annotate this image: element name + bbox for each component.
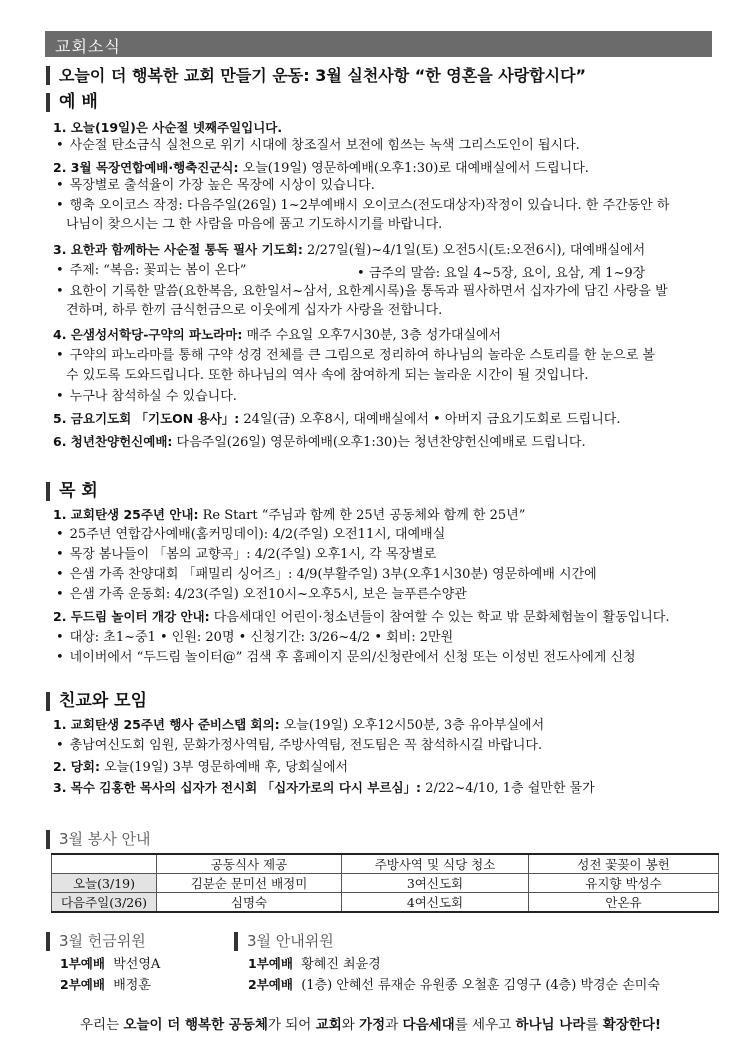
worship-item-3-bullet-2-cont: 견하며, 하루 한끼 금식헌금으로 이웃에게 십자가 사랑을 전합니다.	[66, 303, 443, 318]
offering-row-1: 1부예배 박선영A	[60, 956, 161, 972]
table-header-row	[52, 854, 719, 874]
worship-item-3-bullet-1: • 주제: “복음: 꽃피는 봄이 온다”	[56, 262, 246, 279]
pastoral-item-2-bullet-1: • 대상: 초1~중1 • 인원: 20명 • 신청기간: 3/26~4/2 • 회비: 2만원	[56, 629, 453, 646]
worship-item-2-bullet-1: • 목장별로 출석율이 가장 높은 목장에 시상이 있습니다.	[56, 177, 375, 194]
worship-item-4: 4. 은샘성서학당-구약의 파노라마: 매주 수요일 오후7시30분, 3층 성가대실에서	[53, 327, 502, 343]
pastoral-item-1: 1. 교회탄생 25주년 안내: Re Start “주님과 함께 한 25년 공동체와 함께 한 25년”	[53, 507, 526, 523]
worship-item-4-bullet-1: • 구약의 파노라마를 통해 구약 성경 전체를 큰 그림으로 정리하여 하나님의 놀라운 스토리를 한 눈으로 볼	[56, 347, 655, 364]
worship-item-4-bullet-1-cont: 수 있도록 도와드립니다. 또한 하나님의 역사 속에 참여하게 되는 놀라운 시간이 될 것입니다.	[66, 368, 589, 383]
table-cell-date: 오늘(3/19)	[52, 874, 157, 893]
worship-item-2-bullet-2-cont: 나님이 찾으시는 그 한 사람을 마음에 품고 기도하시기를 바랍니다.	[66, 217, 443, 232]
section-title-fellowship: 친교와 모임	[46, 692, 147, 711]
fellowship-item-1-bullet-1: • 총남여신도회 임원, 문화가정사역팀, 주방사역팀, 전도팀은 꼭 참석하시길 바랍니다.	[56, 737, 542, 754]
page-title: 교회소식	[55, 37, 121, 56]
ushers-row-2: 2부예배 (1층) 안혜선 류재순 유원종 오철훈 김영구 (4층) 박경순 손미숙	[248, 977, 660, 993]
worship-item-3: 3. 요한과 함께하는 사순절 통독 필사 기도회: 2/27일(월)~4/1일(토) 오전5시(토:오전6시), 대예배실에서	[53, 242, 646, 258]
table-header: 성전 꽃꽂이 봉헌	[529, 854, 719, 874]
table-cell: 유지향 박성수	[529, 874, 719, 893]
offering-list	[60, 954, 160, 996]
pastoral-item-2-bullet-2: • 네이버에서 “두드림 놀이터@” 검색 후 홈페이지 문의/신청란에서 신청 또는 이성빈 전도사에게 신청	[56, 649, 636, 666]
worship-item-4-bullet-2: • 누구나 참석하실 수 있습니다.	[56, 388, 237, 405]
header-bar	[45, 31, 712, 57]
worship-item-3-bullet-2: • 요한이 기록한 말씀(요한복음, 요한일서~삼서, 요한계시록)을 통독과 필사하면서 십자가에 담긴 사랑을 발	[56, 283, 668, 300]
fellowship-item-3: 3. 목수 김홍한 목사의 십자가 전시회 「십자가로의 다시 부르심」: 2/22~4/10, 1층 쉴만한 물가	[53, 780, 595, 796]
worship-item-3-bullet-1b: • 금주의 말씀: 요일 4~5장, 요이, 요삼, 계 1~9장	[357, 266, 646, 281]
table-cell: 안온유	[529, 893, 719, 913]
worship-item-6: 6. 청년찬양헌신예배: 다음주일(26일) 영문하예배(오후1:30)는 청년찬양헌신예배로 드립니다.	[53, 434, 586, 450]
slogan: 오늘이 더 행복한 교회 만들기 운동: 3월 실천사항 “한 영혼을 사랑합시다”	[46, 66, 586, 85]
table-cell-date: 다음주일(3/26)	[52, 893, 157, 913]
worship-item-2-bullet-2: • 행축 오이코스 작정: 다음주일(26일) 1~2부예배시 오이코스(전도대상자)작정이 있습니다. 한 주간동안 하	[56, 197, 669, 214]
table-cell: 김분순 문미선 배정미	[157, 874, 342, 893]
worship-item-1-bullet: • 사순절 탄소금식 실천으로 위기 시대에 창조질서 보전에 힘쓰는 녹색 그리스도인이 됩시다.	[56, 137, 580, 154]
ushers-row-1: 1부예배 황혜진 최윤경	[248, 956, 381, 972]
section-title-worship: 예 배	[46, 93, 98, 112]
table-row	[52, 893, 719, 913]
church-motto: 우리는 오늘이 더 행복한 공동체가 되어 교회와 가정과 다음세대를 세우고 하나님 나라를 확장한다!	[80, 1017, 662, 1033]
table-header: 공동식사 제공	[157, 854, 342, 874]
table-cell: 4여신도회	[342, 893, 529, 913]
table-header: 주방사역 및 식당 청소	[342, 854, 529, 874]
worship-item-5: 5. 금요기도회 「기도ON 용사」: 24일(금) 오후8시, 대예배실에서 • 아버지 금요기도회로 드립니다.	[53, 411, 621, 427]
table-cell: 심명숙	[157, 893, 342, 913]
ushers-list	[248, 954, 660, 996]
fellowship-item-1: 1. 교회탄생 25주년 행사 준비스탭 회의: 오늘(19일) 오후12시50분, 3층 유아부실에서	[53, 717, 545, 733]
section-title-ushers: 3월 안내위원	[234, 932, 334, 951]
section-title-pastoral: 목 회	[46, 482, 98, 501]
worship-item-2: 2. 3월 목장연합예배·행축진군식: 오늘(19일) 영문하예배(오후1:30)로 대예배실에서 드립니다.	[53, 160, 589, 176]
table-header	[52, 854, 157, 874]
section-title-service: 3월 봉사 안내	[46, 830, 151, 849]
table-cell: 3여신도회	[342, 874, 529, 893]
offering-row-2: 2부예배 배정훈	[60, 977, 151, 993]
table-row	[52, 874, 719, 893]
fellowship-item-2: 2. 당회: 오늘(19일) 3부 영문하예배 후, 당회실에서	[53, 759, 349, 775]
service-table	[51, 853, 719, 913]
pastoral-item-1-bullet-2: • 목장 봄나들이 「봄의 교향곡」: 4/2(주일) 오후1시, 각 목장별로	[56, 546, 436, 563]
pastoral-item-1-bullet-3: • 은샘 가족 찬양대회 「패밀리 싱어즈」: 4/9(부활주일) 3부(오후1시30분) 영문하예배 시간에	[56, 566, 597, 583]
worship-item-1: 1. 오늘(19일)은 사순절 넷째주일입니다.	[53, 120, 283, 135]
pastoral-item-2: 2. 두드림 놀이터 개강 안내: 다음세대인 어린이·청소년들이 참여할 수 있는 학교 밖 문화체험놀이 활동입니다.	[53, 609, 670, 625]
section-title-offering: 3월 헌금위원	[46, 932, 146, 951]
pastoral-item-1-bullet-4: • 은샘 가족 운동회: 4/23(주일) 오전10시~오후5시, 보은 늘푸른수양관	[56, 586, 467, 603]
pastoral-item-1-bullet-1: • 25주년 연합감사예배(홈커밍데이): 4/2(주일) 오전11시, 대예배실	[56, 526, 445, 543]
